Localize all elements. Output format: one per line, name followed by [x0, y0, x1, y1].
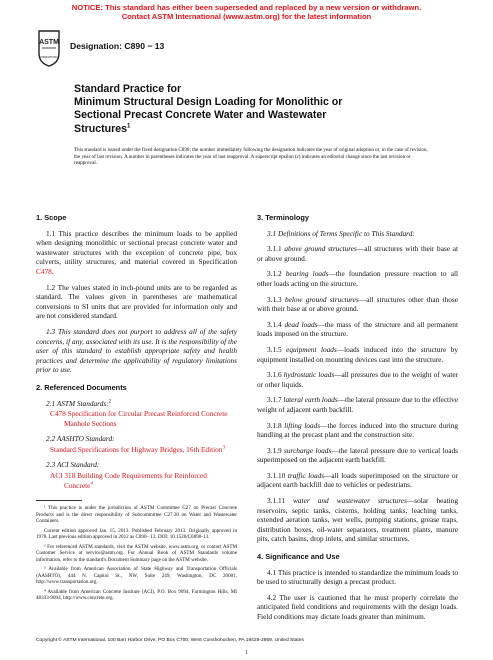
astm-standards-label: 2.1 ASTM Standards:$^2$: [46, 398, 112, 408]
title-footnote-mark: 1: [126, 123, 131, 130]
aci-label: 2.3 ACI Standard:: [46, 460, 100, 470]
title-line-3: Sectional Precast Concrete Water and Wastewater: [74, 109, 327, 122]
def-3-1-2: 3.1.2 bearing loads—the foundation pressure reaction to all other loads acting on the structure.: [257, 269, 458, 288]
title-line-2: Minimum Structural Design Loading for Monolithic or: [74, 96, 343, 109]
title-line-4: Structures: [74, 122, 127, 135]
title-line-1: Standard Practice for: [74, 83, 182, 95]
page-number: 1: [245, 650, 248, 656]
left-column: [36, 213, 237, 605]
def-3-1-10: 3.1.10 traffic loads—all loads superimposed on the structure or adjacent earth backfill due to vehicles or pedestrians.: [257, 470, 458, 490]
footnote-4: ⁴ Available from American Concrete Institute (ACI), P.O. Box 9094, Farmington Hills, MI 48333-9094, http://www.concrete.org.: [36, 588, 237, 602]
terminology-heading: 3. Terminology: [257, 213, 310, 222]
def-3-1-8: 3.1.8 lifting loads—the forces induced into the structure during handling at the precast plant and the construction site.: [257, 420, 458, 440]
astm-logo-icon: [36, 29, 62, 67]
ref-aci-318[interactable]: ACI 318 Building Code Requirements for Reinforced Concrete$^4$: [50, 471, 207, 490]
scope-heading: 1. Scope: [36, 213, 67, 222]
copyright-footer: Copyright © ASTM International, 100 Barr Harbor Drive, PO Box C700, West Conshohocken, PA 19428-2959. United States: [36, 638, 304, 643]
para-3-1: 3.1 Definitions of Terms Specific to This Standard:: [267, 228, 415, 238]
footnote-1b: Current edition approved Jan. 15, 2013. Published February 2013. Originally approved in 1978. Last previous edition approved in 2012 as C890– 12. DOI: 10.1520/C0890-13.: [36, 527, 237, 541]
ref-c478[interactable]: C478 Specification for Circular Precast Reinforced Concrete Manhole Sections: [50, 409, 228, 428]
def-3-1-5: 3.1.5 equipment loads—loads induced into the structure by equipment installed on mounting devices cast into the structure.: [257, 344, 459, 364]
para-4-2: 4.2 The user is cautioned that he must properly correlate the anticipated field conditions and requirements with the design loads. Field conditions may dictate loads greater than minimum.: [257, 592, 458, 621]
svg-text:ASTM: ASTM: [39, 39, 59, 46]
ref-aashto[interactable]: Standard Specifications for Highway Bridges, 16th Edition$^3$: [50, 444, 225, 454]
para-4-1: 4.1 This practice is intended to standardize the minimum loads to be used to structurally design a precast product.: [257, 567, 458, 587]
def-3-1-11: 3.1.11 water and wastewater structures—solar heating reservoirs, septic tanks, cisterns, holding tanks, leaching tanks, extended aeration tanks, wet wells, pumping stations, grease traps, distribution boxes, oil-water separators, treatment plants, manure pits, catch basins, drop inlets, and similar structures.: [257, 496, 458, 544]
c478-link[interactable]: C478: [36, 266, 52, 276]
document-title: [74, 83, 454, 136]
def-3-1-1: 3.1.1 above ground structures—all structures with their base at or above ground.: [257, 244, 458, 263]
footnote-3: ³ Available from American Association of State Highway and Transportation Officials (AASHTO), 444 N. Capitol St., NW, Suite 249, Washington, DC 20001, http://www.transportation.org.: [36, 566, 237, 586]
notice-line-1: NOTICE: This standard has either been superseded and replaced by a new version or withdrawn.: [71, 3, 422, 12]
designation: Designation: C890 − 13: [70, 41, 165, 51]
aashto-label: 2.2 AASHTO Standard:: [46, 434, 115, 444]
para-1-3: 1.3 This standard does not purport to address all of the safety concerns, if any, associated with its use. It is the responsibility of the user of this standard to establish appropriate safety and health practices and determine the applicability of regulatory limitations prior to use.: [36, 326, 237, 375]
significance-heading: 4. Significance and Use: [257, 552, 340, 562]
standard-issue-note: This standard is issued under the fixed designation C890; the number immediately following the designation indicates the year of original adoption or, in the case of revision, the year of last revision. A number in parentheses indicates the year of last reapproval. A superscript epsilon (ε) indicates an editorial change since the last revision or reapproval.: [74, 147, 428, 167]
def-3-1-7: 3.1.7 lateral earth loads—the lateral pressure due to the effective weight of adjacent earth backfill.: [257, 395, 458, 414]
para-1-1: 1.1 This practice describes the minimum loads to be applied when designing monolithic or sectional precast concrete water and wastewater structures with the exception of concrete pipe, box culverts, utility structures, and material covered in Specification C478.: [36, 228, 237, 276]
footnote-2: ² For referenced ASTM standards, visit the ASTM website, www.astm.org, or contact ASTM Customer Service at service@astm.org. For Annual Book of ASTM Standards volume information, refer to the standard's Document Summary page on the ASTM website.: [36, 543, 237, 563]
referenced-docs-heading: 2. Referenced Documents: [36, 382, 127, 392]
svg-text:INTERNATIONAL: INTERNATIONAL: [38, 56, 60, 59]
def-3-1-6: 3.1.6 hydrostatic loads—all pressures due to the weight of water or other liquids.: [257, 370, 459, 389]
def-3-1-9: 3.1.9 surcharge loads—the lateral pressure due to vertical loads superimposed on the adjacent earth backfill.: [257, 445, 459, 465]
notice-line-2: Contact ASTM International (www.astm.org) for the latest information: [121, 12, 372, 21]
supersede-notice: [0, 3, 493, 21]
footnote-1: ¹ This practice is under the jurisdiction of ASTM Committee C27 on Precast Concrete Products and is the direct responsibility of Subcommittee C27.30 on Water and Wastewater Containers.: [36, 505, 237, 525]
def-3-1-4: 3.1.4 dead loads—the mass of the structure and all permanent loads imposed on the structure.: [257, 319, 458, 339]
def-3-1-3: 3.1.3 below ground structures—all structures other than those with their base at or above ground.: [257, 294, 459, 314]
right-column: [257, 213, 458, 628]
para-1-2: 1.2 The values stated in inch-pound units are to be regarded as standard. The values given in parentheses are mathematical conversions to SI units that are provided for information only and are not considered standard.: [36, 282, 237, 321]
footnote-divider: [36, 500, 82, 501]
